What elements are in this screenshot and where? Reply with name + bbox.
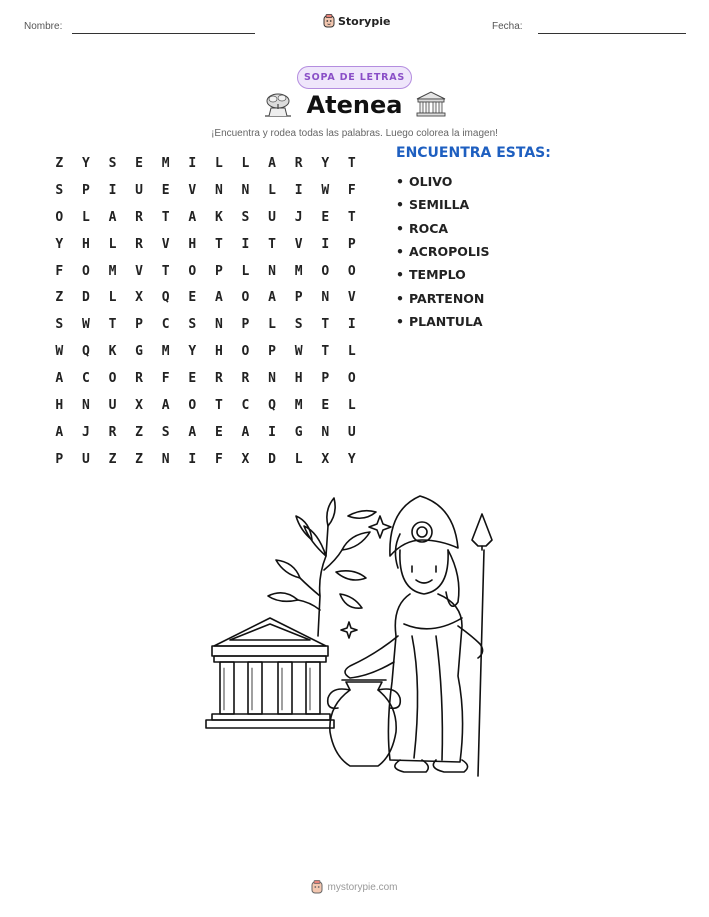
grid-cell[interactable]: E	[188, 371, 197, 387]
instructions: ¡Encuentra y rodea todas las palabras. Luego colorea la imagen!	[211, 128, 498, 139]
grid-cell[interactable]: A	[268, 155, 276, 171]
grid-cell[interactable]: S	[241, 209, 250, 225]
grid-cell[interactable]: W	[55, 344, 64, 360]
grid-cell[interactable]: H	[294, 371, 303, 387]
grid-cell[interactable]: F	[55, 263, 64, 279]
grid-cell[interactable]: Z	[135, 424, 143, 440]
grid-cell[interactable]: L	[347, 344, 356, 360]
grid-cell[interactable]: S	[161, 424, 170, 440]
grid-cell[interactable]: L	[241, 155, 250, 171]
grid-cell[interactable]: F	[161, 371, 170, 387]
grid-cell[interactable]: Y	[188, 344, 197, 360]
grid-cell[interactable]: T	[108, 317, 117, 333]
grid-cell[interactable]: E	[214, 424, 223, 440]
grid-cell[interactable]: N	[268, 263, 276, 279]
grid-cell[interactable]: X	[135, 290, 143, 306]
grid-cell[interactable]: E	[321, 397, 330, 413]
grid-cell[interactable]: I	[347, 317, 356, 333]
grid-cell[interactable]: N	[321, 290, 330, 306]
grid-cell[interactable]: Q	[268, 397, 276, 413]
grid-cell[interactable]: V	[188, 182, 197, 198]
grid-cell[interactable]: S	[55, 182, 64, 198]
word-list-item	[396, 170, 490, 193]
word-text: SEMILLA	[409, 197, 470, 213]
word-list-item	[396, 286, 490, 309]
bullet: •	[396, 313, 404, 329]
bullet: •	[396, 197, 404, 213]
grid-cell[interactable]: H	[55, 397, 64, 413]
grid-cell[interactable]: P	[81, 182, 90, 198]
grid-cell[interactable]: A	[188, 424, 197, 440]
word-list-item	[396, 263, 490, 286]
grid-cell[interactable]: X	[321, 451, 330, 467]
word-list-item	[396, 310, 490, 333]
bullet: •	[396, 267, 404, 283]
grid-cell[interactable]: R	[135, 236, 143, 252]
grid-cell[interactable]: P	[347, 236, 356, 252]
grid-cell[interactable]: S	[188, 317, 197, 333]
grid-cell[interactable]: A	[214, 290, 223, 306]
bullet: •	[396, 220, 404, 236]
grid-cell[interactable]: E	[161, 182, 170, 198]
grid-cell[interactable]: L	[241, 263, 250, 279]
grid-cell[interactable]: R	[241, 371, 250, 387]
grid-cell[interactable]: K	[214, 209, 223, 225]
grid-cell[interactable]: P	[294, 290, 303, 306]
grid-cell[interactable]: M	[294, 397, 303, 413]
grid-cell[interactable]: L	[268, 317, 276, 333]
grid-cell[interactable]: U	[347, 424, 356, 440]
grid-cell[interactable]: Z	[108, 451, 117, 467]
grid-cell[interactable]: C	[81, 371, 90, 387]
storypie-logo-icon	[323, 14, 335, 28]
grid-cell[interactable]: L	[347, 397, 356, 413]
word-text: ACROPOLIS	[409, 244, 490, 260]
grid-cell[interactable]: N	[268, 371, 276, 387]
grid-cell[interactable]: Q	[81, 344, 90, 360]
grid-cell[interactable]: O	[347, 371, 356, 387]
word-list-item	[396, 193, 490, 216]
grid-cell[interactable]: L	[214, 155, 223, 171]
grid-cell[interactable]: L	[108, 290, 117, 306]
activity-badge-label: SOPA DE LETRAS	[303, 72, 406, 83]
grid-cell[interactable]: M	[161, 155, 170, 171]
storypie-logo-icon	[311, 880, 323, 894]
grid-cell[interactable]: P	[214, 263, 223, 279]
name-line[interactable]	[72, 33, 255, 34]
grid-cell[interactable]: X	[241, 451, 250, 467]
grid-cell[interactable]: R	[214, 371, 223, 387]
word-text: TEMPLO	[409, 267, 466, 283]
bullet: •	[396, 174, 404, 190]
grid-cell[interactable]: L	[268, 182, 276, 198]
grid-cell[interactable]: T	[161, 263, 170, 279]
footer	[0, 880, 709, 894]
brand-name: Storypie	[338, 14, 391, 28]
name-label: Nombre:	[24, 21, 63, 32]
grid-cell[interactable]: W	[81, 317, 90, 333]
letter-grid[interactable]	[46, 150, 365, 473]
grid-cell[interactable]: I	[108, 182, 117, 198]
grid-cell[interactable]: N	[241, 182, 250, 198]
grid-cell[interactable]: L	[81, 209, 90, 225]
grid-cell[interactable]: S	[108, 155, 117, 171]
word-list-item	[396, 217, 490, 240]
grid-cell[interactable]: I	[188, 451, 197, 467]
grid-cell[interactable]: E	[188, 290, 197, 306]
bullet: •	[396, 244, 404, 260]
grid-cell[interactable]: E	[321, 209, 330, 225]
word-text: PARTENON	[409, 290, 485, 306]
grid-cell[interactable]: L	[294, 451, 303, 467]
grid-cell[interactable]: T	[214, 236, 223, 252]
brand	[323, 14, 390, 28]
grid-cell[interactable]: A	[55, 424, 64, 440]
grid-cell[interactable]: O	[241, 344, 250, 360]
grid-cell[interactable]: Y	[321, 155, 330, 171]
grid-cell[interactable]: V	[135, 263, 143, 279]
grid-cell[interactable]: P	[268, 344, 276, 360]
grid-cell[interactable]: A	[55, 371, 64, 387]
grid-cell[interactable]: F	[214, 451, 223, 467]
grid-cell[interactable]: V	[294, 236, 303, 252]
grid-cell[interactable]: I	[268, 424, 276, 440]
grid-cell[interactable]: N	[214, 317, 223, 333]
grid-cell[interactable]: Z	[55, 155, 64, 171]
grid-cell[interactable]: H	[214, 344, 223, 360]
grid-cell[interactable]: G	[135, 344, 143, 360]
grid-cell[interactable]: O	[347, 263, 356, 279]
grid-cell[interactable]: N	[214, 182, 223, 198]
grid-cell[interactable]: M	[108, 263, 117, 279]
grid-cell[interactable]: V	[161, 236, 170, 252]
page-title: Atenea	[306, 91, 403, 119]
athena-illustration	[200, 486, 510, 778]
grid-cell[interactable]: D	[268, 451, 276, 467]
grid-cell[interactable]: A	[241, 424, 250, 440]
grid-cell[interactable]: O	[81, 263, 90, 279]
grid-cell[interactable]: T	[214, 397, 223, 413]
grid-cell[interactable]: Z	[55, 290, 64, 306]
grid-cell[interactable]: V	[347, 290, 356, 306]
grid-cell[interactable]: I	[321, 236, 330, 252]
title-row	[0, 90, 709, 120]
grid-cell[interactable]: T	[161, 209, 170, 225]
grid-cell[interactable]: R	[135, 371, 143, 387]
word-list-item	[396, 240, 490, 263]
grid-cell[interactable]: I	[188, 155, 197, 171]
footer-url[interactable]: mystorypie.com	[327, 881, 398, 893]
word-text: PLANTULA	[409, 313, 483, 329]
spear	[472, 514, 492, 776]
grid-cell[interactable]: O	[108, 371, 117, 387]
grid-cell[interactable]: S	[55, 317, 64, 333]
grid-cell[interactable]: U	[108, 397, 117, 413]
grid-cell[interactable]: C	[241, 397, 250, 413]
grid-cell[interactable]: N	[161, 451, 170, 467]
grid-cell[interactable]: J	[81, 424, 90, 440]
grid-cell[interactable]: Z	[135, 451, 143, 467]
grid-cell[interactable]: T	[321, 317, 330, 333]
olive-tree-icon	[261, 90, 295, 120]
grid-cell[interactable]: Q	[161, 290, 170, 306]
temple-icon	[414, 90, 448, 120]
grid-cell[interactable]: U	[81, 451, 90, 467]
grid-cell[interactable]: X	[135, 397, 143, 413]
grid-cell[interactable]: R	[135, 209, 143, 225]
grid-cell[interactable]: A	[108, 209, 117, 225]
grid-cell[interactable]: P	[135, 317, 143, 333]
grid-cell[interactable]: A	[188, 209, 197, 225]
word-text: OLIVO	[409, 174, 453, 190]
grid-cell[interactable]: O	[188, 397, 197, 413]
grid-cell[interactable]: P	[241, 317, 250, 333]
grid-cell[interactable]: W	[321, 182, 330, 198]
grid-cell[interactable]: T	[268, 236, 276, 252]
grid-cell[interactable]: U	[268, 209, 276, 225]
grid-cell[interactable]: F	[347, 182, 356, 198]
grid-cell[interactable]: H	[81, 236, 90, 252]
grid-cell[interactable]: A	[161, 397, 170, 413]
grid-cell[interactable]: P	[55, 451, 64, 467]
grid-cell[interactable]: T	[347, 209, 356, 225]
grid-cell[interactable]: Y	[81, 155, 90, 171]
grid-cell[interactable]: R	[108, 424, 117, 440]
grid-cell[interactable]: K	[108, 344, 117, 360]
grid-cell[interactable]: C	[161, 317, 170, 333]
date-line[interactable]	[538, 33, 686, 34]
grid-cell[interactable]: U	[135, 182, 143, 198]
grid-cell[interactable]: Y	[55, 236, 64, 252]
activity-badge	[297, 66, 412, 89]
grid-cell[interactable]: G	[294, 424, 303, 440]
grid-cell[interactable]: M	[161, 344, 170, 360]
bullet: •	[396, 290, 404, 306]
grid-cell[interactable]: H	[188, 236, 197, 252]
grid-cell[interactable]: O	[55, 209, 64, 225]
parthenon	[206, 618, 334, 728]
olive-tree	[268, 498, 376, 636]
grid-cell[interactable]: S	[294, 317, 303, 333]
grid-cell[interactable]: T	[321, 344, 330, 360]
grid-cell[interactable]: J	[294, 209, 303, 225]
grid-cell[interactable]: W	[294, 344, 303, 360]
grid-cell[interactable]: L	[108, 236, 117, 252]
word-list-heading: ENCUENTRA ESTAS:	[396, 145, 551, 161]
grid-cell[interactable]: M	[294, 263, 303, 279]
grid-cell[interactable]: Y	[347, 451, 356, 467]
grid-cell[interactable]: O	[321, 263, 330, 279]
grid-cell[interactable]: D	[81, 290, 90, 306]
grid-cell[interactable]: A	[268, 290, 276, 306]
grid-cell[interactable]: R	[294, 155, 303, 171]
grid-cell[interactable]: N	[81, 397, 90, 413]
grid-cell[interactable]: O	[241, 290, 250, 306]
grid-cell[interactable]: P	[321, 371, 330, 387]
date-label: Fecha:	[492, 21, 523, 32]
word-text: ROCA	[409, 220, 449, 236]
grid-cell[interactable]: I	[241, 236, 250, 252]
grid-cell[interactable]: O	[188, 263, 197, 279]
grid-cell[interactable]: I	[294, 182, 303, 198]
grid-cell[interactable]: T	[347, 155, 356, 171]
word-list	[396, 170, 490, 333]
grid-cell[interactable]: E	[135, 155, 143, 171]
grid-cell[interactable]: N	[321, 424, 330, 440]
